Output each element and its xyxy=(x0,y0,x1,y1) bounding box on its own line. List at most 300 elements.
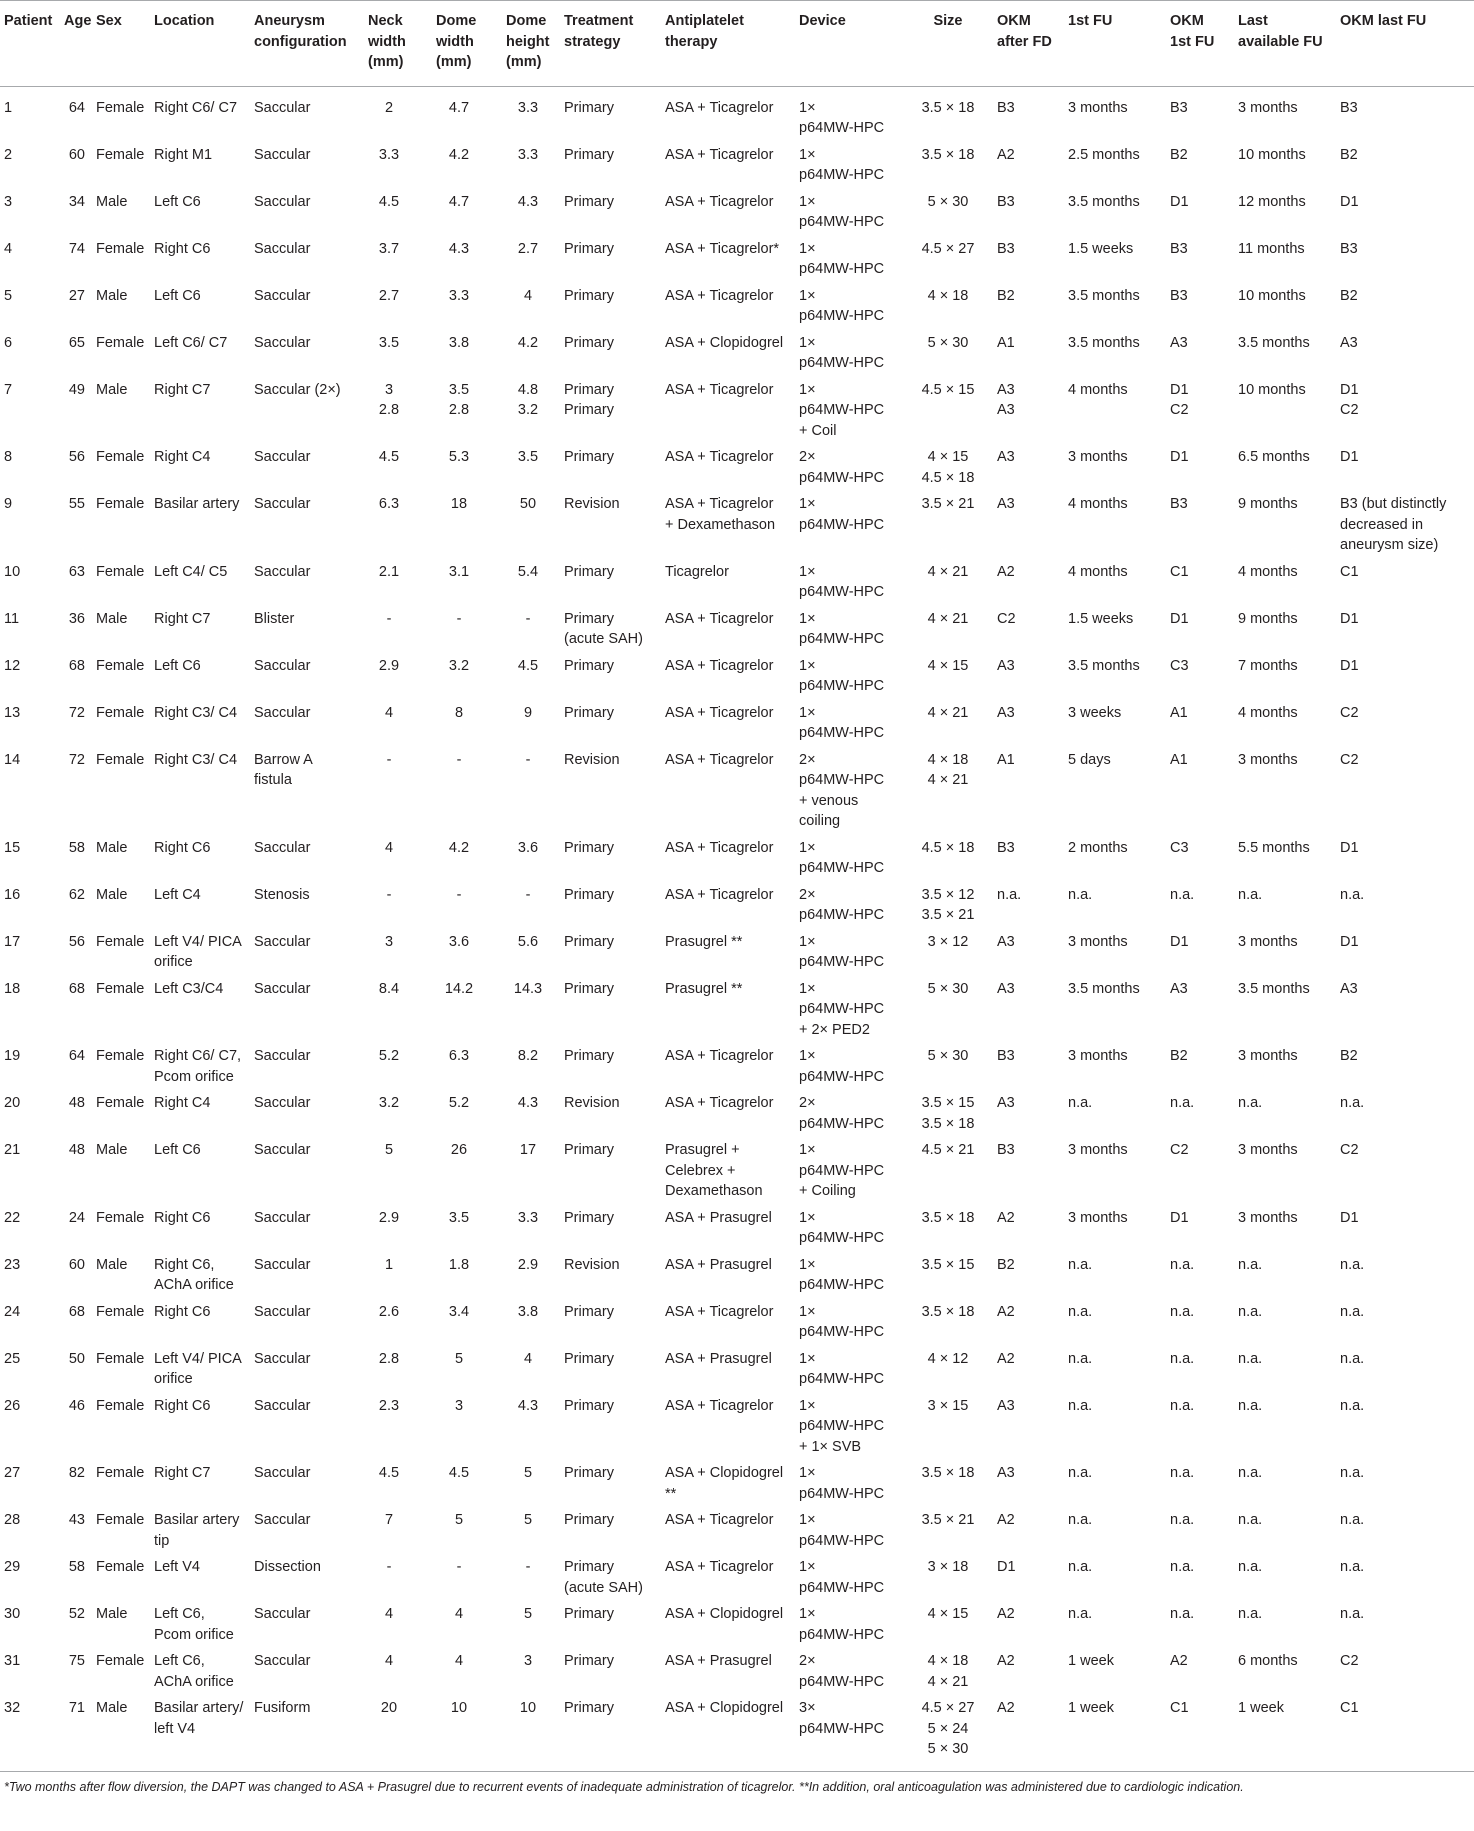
cell-antiplatelet-therapy: ASA + Clopidogrel ** xyxy=(665,1465,784,1502)
cell-first-fu: 3 months xyxy=(1068,1209,1128,1226)
cell-device: 1× p64MW-HPC xyxy=(799,1350,885,1387)
cell-dome-height: - xyxy=(525,610,531,627)
cell-first-fu: 1 week xyxy=(1068,1653,1114,1669)
cell-dome-height: 4.2 xyxy=(517,334,539,351)
cell-treatment-strategy: Primary xyxy=(564,1653,614,1669)
cell-dome-width: 3.1 xyxy=(448,563,470,580)
cell-age: 43 xyxy=(68,1512,85,1528)
cell-age: 49 xyxy=(68,381,85,398)
cell-device: 1× p64MW-HPC + Coiling xyxy=(799,1142,885,1199)
cell-device: 1× p64MW-HPC xyxy=(799,1048,885,1085)
cell-treatment-strategy: Primary xyxy=(564,839,614,856)
cell-last-available-fu: 3 months xyxy=(1238,1048,1298,1064)
cell-age: 58 xyxy=(68,839,85,856)
cell-first-fu: 4 months xyxy=(1068,563,1128,580)
cell-dome-width: 3.4 xyxy=(448,1303,470,1320)
cell-age: 60 xyxy=(68,1256,85,1273)
cell-size: 3.5 × 15 xyxy=(921,1256,975,1273)
cell-okm-last-fu: n.a. xyxy=(1340,1606,1365,1622)
cell-sex: Female xyxy=(96,496,145,512)
cell-okm-last-fu: n.a. xyxy=(1340,1512,1365,1528)
cell-size: 3 × 12 xyxy=(927,933,969,950)
cell-device: 1× p64MW-HPC xyxy=(799,193,885,230)
cell-okm-first-fu: B2 xyxy=(1170,1048,1188,1064)
cell-sex: Female xyxy=(96,933,145,950)
cell-okm-after-fd: B3 xyxy=(997,1048,1015,1064)
cell-size: 4 × 21 xyxy=(927,563,969,580)
cell-okm-first-fu: n.a. xyxy=(1170,1397,1195,1414)
cell-first-fu: 3 months xyxy=(1068,99,1128,116)
cell-age: 68 xyxy=(68,1303,85,1320)
cell-location: Right C4 xyxy=(154,449,211,465)
cell-treatment-strategy: Revision xyxy=(564,1095,620,1111)
cell-okm-after-fd: A3 A3 xyxy=(997,381,1015,418)
cell-age: 75 xyxy=(68,1653,85,1669)
cell-device: 1× p64MW-HPC xyxy=(799,334,885,371)
cell-okm-first-fu: B3 xyxy=(1170,99,1188,116)
cell-okm-first-fu: B3 xyxy=(1170,287,1188,304)
cell-dome-width: 3 xyxy=(454,1397,464,1414)
cell-okm-last-fu: C2 xyxy=(1340,1142,1359,1158)
cell-size: 4.5 × 27 xyxy=(921,240,975,257)
header-sex: Sex xyxy=(96,13,122,29)
cell-first-fu: 1 week xyxy=(1068,1700,1114,1716)
table-row xyxy=(0,653,1474,700)
cell-dome-width: 5.3 xyxy=(448,449,470,465)
cell-location: Left C3/C4 xyxy=(154,980,224,997)
cell-sex: Male xyxy=(96,1142,128,1158)
cell-device: 1× p64MW-HPC xyxy=(799,1559,885,1596)
cell-aneurysm-configuration: Saccular xyxy=(254,496,311,512)
cell-aneurysm-configuration: Saccular xyxy=(254,287,311,304)
header-row xyxy=(0,1,1474,87)
cell-patient: 13 xyxy=(4,704,21,721)
cell-last-available-fu: 5.5 months xyxy=(1238,839,1310,856)
cell-okm-last-fu: D1 C2 xyxy=(1340,381,1359,418)
cell-neck-width: 3 xyxy=(384,933,394,950)
cell-sex: Female xyxy=(96,657,145,674)
cell-sex: Female xyxy=(96,1465,145,1481)
cell-first-fu: 3.5 months xyxy=(1068,287,1140,304)
cell-treatment-strategy: Primary xyxy=(564,1512,614,1528)
cell-antiplatelet-therapy: ASA + Prasugrel xyxy=(665,1209,772,1226)
cell-last-available-fu: n.a. xyxy=(1238,1606,1263,1622)
cell-okm-first-fu: D1 xyxy=(1170,1209,1189,1226)
cell-device: 1× p64MW-HPC xyxy=(799,1256,885,1293)
cell-okm-first-fu: n.a. xyxy=(1170,1256,1195,1273)
table-header xyxy=(0,1,1474,87)
cell-okm-after-fd: A3 xyxy=(997,449,1015,465)
cell-dome-width: 3.2 xyxy=(448,657,470,674)
cell-patient: 24 xyxy=(4,1303,21,1320)
cell-dome-width: - xyxy=(456,1559,462,1575)
table-row xyxy=(0,559,1474,606)
table-row xyxy=(0,700,1474,747)
header-size: Size xyxy=(933,13,963,29)
cell-antiplatelet-therapy: ASA + Ticagrelor xyxy=(665,839,774,856)
cell-size: 5 × 30 xyxy=(927,334,969,351)
cell-patient: 23 xyxy=(4,1256,21,1273)
cell-sex: Male xyxy=(96,1700,128,1716)
cell-neck-width: 2.3 xyxy=(378,1397,400,1414)
cell-sex: Female xyxy=(96,1653,145,1669)
cell-aneurysm-configuration: Saccular xyxy=(254,1209,311,1226)
header-aneurysm-configuration: Aneurysm configuration xyxy=(254,13,347,50)
cell-age: 56 xyxy=(68,933,85,950)
cell-aneurysm-configuration: Saccular xyxy=(254,1512,311,1528)
cell-first-fu: 3.5 months xyxy=(1068,980,1140,997)
cell-aneurysm-configuration: Saccular xyxy=(254,657,311,674)
cell-patient: 6 xyxy=(4,334,13,351)
cell-location: Left C4/ C5 xyxy=(154,563,228,580)
cell-size: 4 × 15 xyxy=(927,657,969,674)
cell-treatment-strategy: Revision xyxy=(564,751,620,768)
header-device: Device xyxy=(799,13,846,29)
cell-location: Left V4/ PICA orifice xyxy=(154,1350,242,1387)
cell-okm-first-fu: D1 xyxy=(1170,449,1189,465)
cell-size: 4.5 × 21 xyxy=(921,1142,975,1158)
cell-dome-height: 4.3 xyxy=(517,1397,539,1414)
cell-first-fu: n.a. xyxy=(1068,1303,1093,1320)
cell-size: 4 × 12 xyxy=(927,1350,969,1367)
cell-okm-after-fd: A3 xyxy=(997,1465,1015,1481)
cell-okm-last-fu: n.a. xyxy=(1340,1256,1365,1273)
cell-antiplatelet-therapy: ASA + Ticagrelor xyxy=(665,1397,774,1414)
cell-size: 4 × 18 4 × 21 xyxy=(927,1653,969,1690)
table-row xyxy=(0,1043,1474,1090)
cell-device: 1× p64MW-HPC + Coil xyxy=(799,381,885,439)
cell-last-available-fu: n.a. xyxy=(1238,1512,1263,1528)
cell-patient: 31 xyxy=(4,1653,21,1669)
cell-dome-width: 3.8 xyxy=(448,334,470,351)
cell-treatment-strategy: Primary xyxy=(564,334,614,351)
cell-aneurysm-configuration: Saccular xyxy=(254,449,311,465)
cell-size: 3 × 15 xyxy=(927,1397,969,1414)
cell-age: 63 xyxy=(68,563,85,580)
cell-size: 4 × 21 xyxy=(927,704,969,721)
cell-sex: Male xyxy=(96,1606,128,1622)
cell-okm-first-fu: A1 xyxy=(1170,704,1188,721)
cell-first-fu: n.a. xyxy=(1068,886,1093,903)
cell-patient: 4 xyxy=(4,240,13,257)
cell-okm-first-fu: n.a. xyxy=(1170,1095,1195,1111)
cell-device: 2× p64MW-HPC + venous coiling xyxy=(799,751,885,829)
cell-location: Right C6 xyxy=(154,240,211,257)
cell-age: 48 xyxy=(68,1095,85,1111)
cell-aneurysm-configuration: Saccular xyxy=(254,1142,311,1158)
table-footnote: *Two months after flow diversion, the DAPT was changed to ASA + Prasugrel due to recurrent events of inadequate administration of ticagrelor. **In addition, oral anticoagulation was administered due to cardiologic indication. xyxy=(4,1779,1244,1794)
cell-patient: 7 xyxy=(4,381,13,398)
cell-treatment-strategy: Primary Primary xyxy=(564,381,614,418)
cell-size: 3.5 × 18 xyxy=(921,99,975,116)
cell-age: 48 xyxy=(68,1142,85,1158)
cell-age: 50 xyxy=(68,1350,85,1367)
cell-okm-first-fu: C3 xyxy=(1170,657,1189,674)
table-row xyxy=(0,1252,1474,1299)
cell-sex: Female xyxy=(96,334,145,351)
cell-okm-after-fd: n.a. xyxy=(997,886,1022,903)
cell-okm-first-fu: n.a. xyxy=(1170,1559,1195,1575)
cell-treatment-strategy: Primary xyxy=(564,1303,614,1320)
cell-first-fu: 3 months xyxy=(1068,1048,1128,1064)
cell-okm-after-fd: A3 xyxy=(997,933,1015,950)
cell-first-fu: 1.5 weeks xyxy=(1068,610,1134,627)
cell-antiplatelet-therapy: Prasugrel ** xyxy=(665,933,743,950)
cell-okm-after-fd: B2 xyxy=(997,287,1015,304)
cell-treatment-strategy: Primary (acute SAH) xyxy=(564,610,643,647)
cell-okm-last-fu: B3 (but distinctly decreased in aneurysm size) xyxy=(1340,496,1447,553)
cell-okm-last-fu: C2 xyxy=(1340,751,1359,768)
cell-okm-first-fu: C2 xyxy=(1170,1142,1189,1158)
cell-neck-width: - xyxy=(386,751,392,768)
cell-last-available-fu: 3 months xyxy=(1238,933,1298,950)
cell-okm-after-fd: A3 xyxy=(997,657,1015,674)
cell-antiplatelet-therapy: ASA + Ticagrelor xyxy=(665,99,774,116)
cell-first-fu: n.a. xyxy=(1068,1512,1093,1528)
cell-sex: Female xyxy=(96,1303,145,1320)
table-row xyxy=(0,1554,1474,1601)
cell-age: 64 xyxy=(68,99,85,116)
cell-aneurysm-configuration: Saccular xyxy=(254,980,311,997)
cell-treatment-strategy: Primary xyxy=(564,980,614,997)
cell-okm-after-fd: A2 xyxy=(997,146,1015,163)
cell-age: 71 xyxy=(68,1700,85,1716)
cell-size: 3.5 × 12 3.5 × 21 xyxy=(921,886,975,923)
table-row xyxy=(0,1346,1474,1393)
cell-last-available-fu: n.a. xyxy=(1238,1095,1263,1111)
cell-okm-last-fu: A3 xyxy=(1340,980,1358,997)
cell-patient: 32 xyxy=(4,1700,21,1716)
cell-dome-width: 6.3 xyxy=(448,1048,470,1064)
cell-okm-first-fu: A3 xyxy=(1170,334,1188,351)
table-row xyxy=(0,747,1474,835)
cell-okm-last-fu: D1 xyxy=(1340,193,1359,210)
cell-dome-height: 5 xyxy=(523,1512,533,1528)
cell-device: 1× p64MW-HPC xyxy=(799,839,885,876)
cell-dome-width: 1.8 xyxy=(448,1256,470,1273)
table-row xyxy=(0,1507,1474,1554)
cell-okm-last-fu: D1 xyxy=(1340,610,1359,627)
cell-size: 3.5 × 18 xyxy=(921,146,975,163)
cell-neck-width: 3.2 xyxy=(378,1095,400,1111)
cell-dome-width: 3.6 xyxy=(448,933,470,950)
cell-aneurysm-configuration: Saccular xyxy=(254,933,311,950)
cell-antiplatelet-therapy: ASA + Ticagrelor* xyxy=(665,240,780,257)
cell-location: Left C6 xyxy=(154,1142,201,1158)
cell-device: 1× p64MW-HPC xyxy=(799,657,885,694)
cell-last-available-fu: 3.5 months xyxy=(1238,334,1310,351)
cell-size: 4 × 21 xyxy=(927,610,969,627)
cell-antiplatelet-therapy: ASA + Ticagrelor xyxy=(665,1048,774,1064)
header-location: Location xyxy=(154,13,215,29)
header-dome-height: Dome height (mm) xyxy=(506,13,550,70)
cell-size: 3 × 18 xyxy=(927,1559,969,1575)
cell-dome-width: 5 xyxy=(454,1350,464,1367)
cell-dome-height: 2.7 xyxy=(517,240,539,257)
cell-aneurysm-configuration: Saccular xyxy=(254,1048,311,1064)
cell-location: Right C6, AChA orifice xyxy=(154,1256,234,1293)
cell-antiplatelet-therapy: ASA + Ticagrelor xyxy=(665,657,774,674)
cell-neck-width: 4.5 xyxy=(378,1465,400,1481)
cell-dome-width: 8 xyxy=(454,704,464,721)
cell-first-fu: n.a. xyxy=(1068,1606,1093,1622)
cell-sex: Female xyxy=(96,1095,145,1111)
cell-patient: 15 xyxy=(4,839,21,856)
cell-aneurysm-configuration: Saccular xyxy=(254,839,311,856)
cell-sex: Female xyxy=(96,1350,145,1367)
cell-okm-last-fu: B3 xyxy=(1340,240,1358,257)
table-row xyxy=(0,1090,1474,1137)
cell-sex: Female xyxy=(96,240,145,257)
cell-dome-height: 5.6 xyxy=(517,933,539,950)
cell-last-available-fu: 7 months xyxy=(1238,657,1298,674)
cell-last-available-fu: 3.5 months xyxy=(1238,980,1310,997)
cell-neck-width: 3.7 xyxy=(378,240,400,257)
cell-first-fu: n.a. xyxy=(1068,1397,1093,1414)
cell-okm-after-fd: A2 xyxy=(997,1209,1015,1226)
cell-patient: 22 xyxy=(4,1209,21,1226)
cell-okm-last-fu: B3 xyxy=(1340,99,1358,116)
table-row xyxy=(0,330,1474,377)
cell-neck-width: 2 xyxy=(384,99,394,116)
cell-treatment-strategy: Primary xyxy=(564,704,614,721)
table-row xyxy=(0,976,1474,1044)
cell-patient: 9 xyxy=(4,496,13,512)
cell-dome-height: 3.5 xyxy=(517,449,539,465)
table-row xyxy=(0,1137,1474,1205)
cell-dome-width: - xyxy=(456,751,462,768)
cell-neck-width: 2.9 xyxy=(378,1209,400,1226)
cell-treatment-strategy: Primary (acute SAH) xyxy=(564,1559,643,1596)
cell-dome-height: 4.8 3.2 xyxy=(517,381,539,418)
cell-okm-after-fd: A3 xyxy=(997,1095,1015,1111)
cell-first-fu: 2 months xyxy=(1068,839,1128,856)
cell-age: 72 xyxy=(68,704,85,721)
cell-dome-height: 4.5 xyxy=(517,657,539,674)
cell-okm-first-fu: C3 xyxy=(1170,839,1189,856)
cell-okm-after-fd: A2 xyxy=(997,1700,1015,1716)
cell-device: 3× p64MW-HPC xyxy=(799,1700,885,1737)
cell-last-available-fu: 3 months xyxy=(1238,751,1298,768)
cell-dome-width: - xyxy=(456,610,462,627)
cell-first-fu: 3.5 months xyxy=(1068,657,1140,674)
cell-location: Right C3/ C4 xyxy=(154,704,238,721)
cell-age: 46 xyxy=(68,1397,85,1414)
cell-device: 1× p64MW-HPC + 2× PED2 xyxy=(799,980,885,1038)
cell-patient: 8 xyxy=(4,449,13,465)
cell-okm-first-fu: C1 xyxy=(1170,563,1189,580)
cell-aneurysm-configuration: Stenosis xyxy=(254,886,310,903)
cell-dome-width: 5.2 xyxy=(448,1095,470,1111)
header-patient: Patient xyxy=(4,13,53,29)
cell-aneurysm-configuration: Saccular xyxy=(254,1095,311,1111)
cell-first-fu: n.a. xyxy=(1068,1256,1093,1273)
cell-treatment-strategy: Primary xyxy=(564,1350,614,1367)
cell-location: Left C6 xyxy=(154,287,201,304)
cell-dome-height: 3.3 xyxy=(517,99,539,116)
cell-last-available-fu: 10 months xyxy=(1238,287,1306,304)
table-row xyxy=(0,1393,1474,1461)
cell-okm-after-fd: A2 xyxy=(997,1606,1015,1622)
cell-neck-width: - xyxy=(386,1559,392,1575)
cell-okm-first-fu: n.a. xyxy=(1170,1606,1195,1622)
cell-antiplatelet-therapy: ASA + Prasugrel xyxy=(665,1350,772,1367)
cell-okm-after-fd: C2 xyxy=(997,610,1016,627)
cell-dome-width: 4.3 xyxy=(448,240,470,257)
cell-aneurysm-configuration: Fusiform xyxy=(254,1700,311,1716)
cell-device: 1× p64MW-HPC xyxy=(799,1465,885,1502)
cell-antiplatelet-therapy: ASA + Ticagrelor xyxy=(665,193,774,210)
cell-sex: Female xyxy=(96,751,145,768)
cell-last-available-fu: 4 months xyxy=(1238,704,1298,721)
cell-size: 3.5 × 18 xyxy=(921,1303,975,1320)
cell-okm-last-fu: B2 xyxy=(1340,287,1358,304)
cell-treatment-strategy: Primary xyxy=(564,449,614,465)
cell-okm-last-fu: C1 xyxy=(1340,563,1359,580)
cell-aneurysm-configuration: Saccular xyxy=(254,704,311,721)
cell-aneurysm-configuration: Saccular xyxy=(254,1606,311,1622)
table-row xyxy=(0,1648,1474,1695)
cell-sex: Male xyxy=(96,886,128,903)
cell-aneurysm-configuration: Saccular xyxy=(254,99,311,116)
cell-antiplatelet-therapy: ASA + Prasugrel xyxy=(665,1653,772,1669)
cell-first-fu: 3 months xyxy=(1068,933,1128,950)
cell-okm-last-fu: n.a. xyxy=(1340,886,1365,903)
cell-antiplatelet-therapy: ASA + Ticagrelor xyxy=(665,610,774,627)
table-row xyxy=(0,491,1474,559)
cell-size: 4 × 15 4.5 × 18 xyxy=(921,449,975,486)
cell-location: Right C4 xyxy=(154,1095,211,1111)
cell-treatment-strategy: Primary xyxy=(564,1606,614,1622)
cell-last-available-fu: 10 months xyxy=(1238,381,1306,398)
cell-aneurysm-configuration: Barrow A fistula xyxy=(254,751,313,788)
cell-age: 82 xyxy=(68,1465,85,1481)
cell-okm-last-fu: C2 xyxy=(1340,1653,1359,1669)
cell-treatment-strategy: Primary xyxy=(564,99,614,116)
cell-patient: 28 xyxy=(4,1512,21,1528)
cell-patient: 14 xyxy=(4,751,21,768)
cell-size: 4.5 × 18 xyxy=(921,839,975,856)
cell-antiplatelet-therapy: ASA + Ticagrelor xyxy=(665,1303,774,1320)
cell-okm-last-fu: D1 xyxy=(1340,449,1359,465)
cell-location: Right C7 xyxy=(154,610,211,627)
cell-treatment-strategy: Primary xyxy=(564,1142,614,1158)
cell-age: 36 xyxy=(68,610,85,627)
cell-age: 60 xyxy=(68,146,85,163)
cell-dome-height: 3 xyxy=(523,1653,533,1669)
cell-last-available-fu: 12 months xyxy=(1238,193,1306,210)
cell-last-available-fu: n.a. xyxy=(1238,1397,1263,1414)
cell-last-available-fu: 3 months xyxy=(1238,1142,1298,1158)
cell-dome-height: 3.8 xyxy=(517,1303,539,1320)
cell-sex: Female xyxy=(96,563,145,580)
cell-treatment-strategy: Primary xyxy=(564,1397,614,1414)
cell-first-fu: 5 days xyxy=(1068,751,1111,768)
cell-neck-width: 2.9 xyxy=(378,657,400,674)
header-okm-last-fu: OKM last FU xyxy=(1340,13,1427,29)
cell-okm-first-fu: B2 xyxy=(1170,146,1188,163)
cell-last-available-fu: n.a. xyxy=(1238,886,1263,903)
cell-dome-height: 3.6 xyxy=(517,839,539,856)
cell-location: Right C3/ C4 xyxy=(154,751,238,768)
cell-neck-width: 4.5 xyxy=(378,449,400,465)
cell-age: 65 xyxy=(68,334,85,351)
cell-okm-last-fu: A3 xyxy=(1340,334,1358,351)
cell-okm-last-fu: C1 xyxy=(1340,1700,1359,1716)
cell-aneurysm-configuration: Saccular xyxy=(254,1465,311,1481)
cell-dome-height: 5 xyxy=(523,1465,533,1481)
cell-first-fu: 3.5 months xyxy=(1068,193,1140,210)
